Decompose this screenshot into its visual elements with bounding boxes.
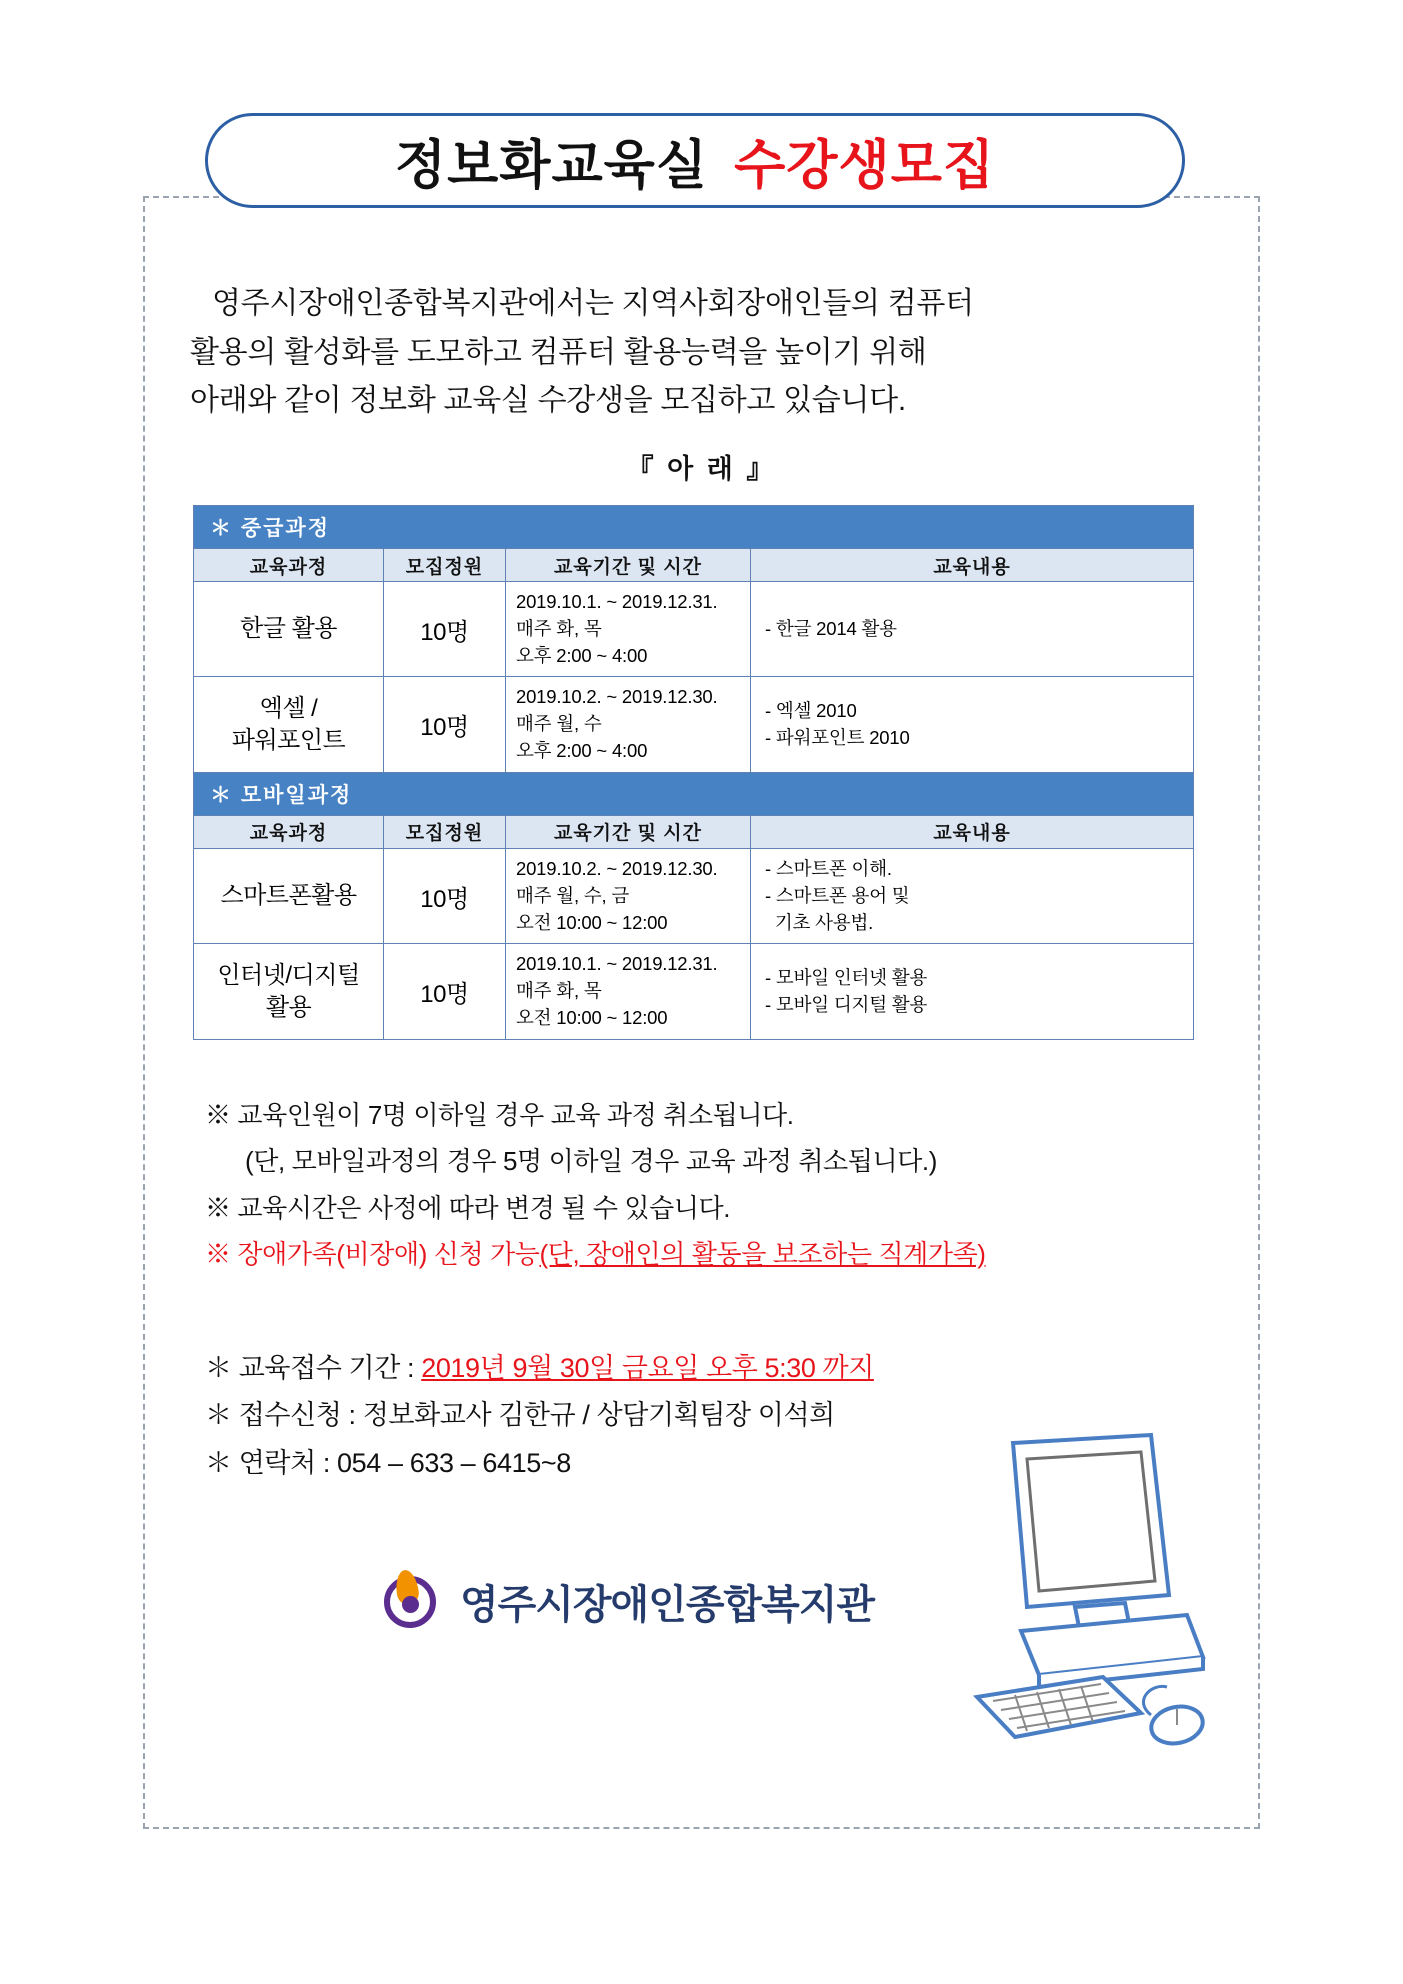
organization-logo-icon [380, 1570, 442, 1632]
intermediate-course-table [193, 505, 1194, 1040]
col-header-period: 교육기간 및 시간 [506, 815, 751, 848]
course-period [506, 582, 751, 677]
period-line: 2019.10.2. ~ 2019.12.30. [516, 857, 718, 879]
col-header-course: 교육과정 [194, 549, 384, 582]
course-capacity: 10명 [384, 944, 506, 1039]
course-name: 스마트폰활용 [194, 848, 384, 943]
organization-name: 영주시장애인종합복지관 [460, 1582, 875, 1627]
content-line: - 스마트폰 용어 및 [765, 884, 910, 906]
course-name: 한글 활용 [194, 582, 384, 677]
page-title-highlight: 수강생모집 [734, 135, 996, 195]
table-row [194, 677, 1194, 772]
course-capacity: 10명 [384, 848, 506, 943]
section-header-intermediate: ＊ 중급과정 [194, 506, 1194, 549]
course-capacity: 10명 [384, 582, 506, 677]
period-line: 매주 월, 수, 금 [516, 884, 630, 906]
intro-line-1: 영주시장애인종합복지관에서는 지역사회장애인들의 컴퓨터 [212, 287, 974, 320]
computer-illustration-icon [955, 1425, 1235, 1755]
note-family-eligibility [205, 1231, 1215, 1277]
col-header-content: 교육내용 [751, 549, 1194, 582]
section-header-mobile: ＊ 모바일과정 [194, 772, 1194, 815]
col-header-course: 교육과정 [194, 815, 384, 848]
course-content [751, 677, 1194, 772]
note-cancel-policy: ※ 교육인원이 7명 이하일 경우 교육 과정 취소됩니다. [205, 1100, 794, 1130]
footer-branding [380, 1570, 874, 1632]
course-tables [193, 505, 1193, 1040]
page-title-main: 정보화교육실 [394, 135, 709, 195]
application-period-row [205, 1345, 1215, 1392]
course-content [751, 944, 1194, 1039]
col-header-content: 교육내용 [751, 815, 1194, 848]
intro-line-3: 아래와 같이 정보화 교육실 수강생을 모집하고 있습니다. [190, 384, 906, 418]
col-header-capacity: 모집정원 [384, 549, 506, 582]
course-period [506, 677, 751, 772]
application-contact-person: ＊ 접수신청 : 정보화교사 김한규 / 상담기획팀장 이석희 [205, 1400, 835, 1431]
application-period-value: 2019년 9월 30일 금요일 오후 5:30 까지 [421, 1353, 874, 1383]
content-line: - 한글 2014 활용 [765, 617, 897, 639]
note-family-prefix: ※ 장애가족(비장애) 신청 가능 [205, 1238, 540, 1269]
period-line: 2019.10.2. ~ 2019.12.30. [516, 686, 718, 708]
course-content [751, 848, 1194, 943]
content-line: - 모바일 인터넷 활용 [765, 966, 928, 988]
note-family-underline: (단, 장애인의 활동을 보조하는 직계가족) [539, 1238, 986, 1269]
application-period-label: ＊ 교육접수 기간 : [205, 1353, 422, 1383]
course-period [506, 944, 751, 1039]
content-line: - 파워포인트 2010 [765, 726, 910, 748]
course-name: 인터넷/디지털 활용 [194, 944, 384, 1039]
content-line: - 엑셀 2010 [765, 699, 857, 721]
period-line: 오후 2:00 ~ 4:00 [516, 740, 648, 762]
content-line: - 스마트폰 이해. [765, 857, 892, 879]
content-line: - 모바일 디지털 활용 [765, 993, 928, 1015]
content-line: 기초 사용법. [765, 911, 874, 933]
notes-section [205, 1092, 1215, 1277]
period-line: 오전 10:00 ~ 12:00 [516, 1006, 668, 1028]
intro-line-2: 활용의 활성화를 도모하고 컴퓨터 활용능력을 높이기 위해 [190, 335, 927, 369]
course-name: 엑셀 / 파워포인트 [194, 677, 384, 772]
intro-paragraph [190, 280, 1220, 426]
period-line: 매주 월, 수 [516, 713, 602, 735]
table-row [194, 848, 1194, 943]
arae-label: 『 아 래 』 [626, 454, 777, 484]
note-schedule-change: ※ 교육시간은 사정에 따라 변경 될 수 있습니다. [205, 1192, 731, 1223]
course-content [751, 582, 1194, 677]
note-cancel-policy-sub: (단, 모바일과정의 경우 5명 이하일 경우 교육 과정 취소됩니다.) [245, 1146, 937, 1177]
period-line: 2019.10.1. ~ 2019.12.31. [516, 953, 718, 975]
period-line: 2019.10.1. ~ 2019.12.31. [516, 591, 718, 612]
col-header-capacity: 모집정원 [384, 815, 506, 848]
period-line: 오후 2:00 ~ 4:00 [516, 644, 648, 666]
table-row [194, 582, 1194, 677]
application-phone: ＊ 연락처 : 054 – 633 – 6415~8 [205, 1447, 571, 1478]
course-capacity: 10명 [384, 677, 506, 772]
period-line: 매주 화, 목 [516, 980, 602, 1002]
table-row [194, 944, 1194, 1039]
period-line: 매주 화, 목 [516, 617, 602, 639]
page-title [205, 113, 1185, 208]
col-header-period: 교육기간 및 시간 [506, 549, 751, 582]
period-line: 오전 10:00 ~ 12:00 [516, 911, 668, 933]
course-period [506, 848, 751, 943]
